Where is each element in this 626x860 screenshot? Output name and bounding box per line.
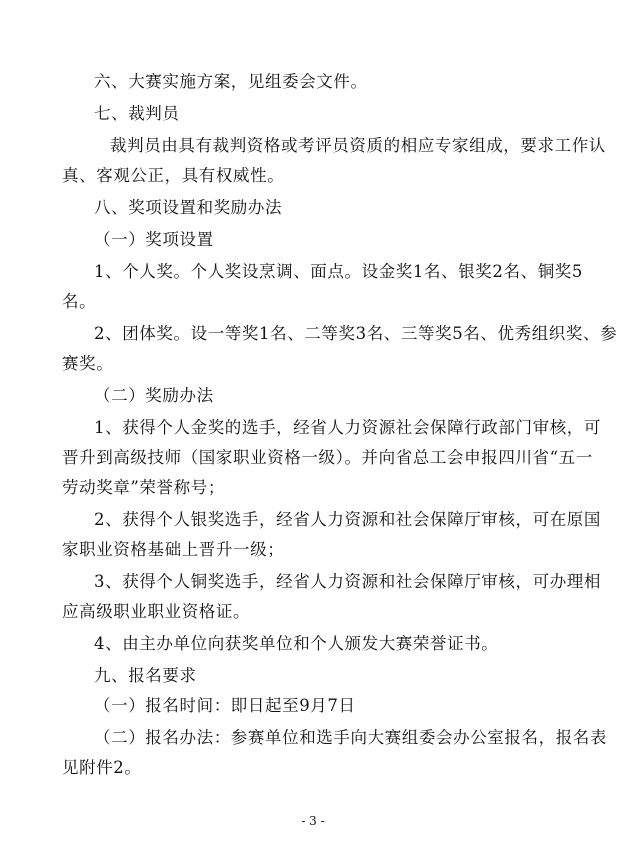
section-nine-heading: 九、报名要求: [94, 666, 197, 685]
referee-paragraph-line-2: 真、客观公正，具有权威性。: [62, 166, 285, 185]
page-number: - 3 -: [301, 814, 325, 828]
reward-method-heading: （二）奖励办法: [94, 386, 214, 405]
team-award-line-2: 赛奖。: [62, 354, 114, 373]
section-six-line: 六、大赛实施方案，见组委会文件。: [94, 72, 368, 91]
certificate-line: 4、由主办单位向获奖单位和个人颁发大赛荣誉证书。: [94, 634, 499, 653]
silver-award-line-1: 2、获得个人银奖选手，经省人力资源和社会保障厅审核，可在原国: [94, 510, 601, 529]
individual-award-line-1: 1、个人奖。个人奖设烹调、面点。设金奖1名、银奖2名、铜奖5: [94, 262, 583, 281]
bronze-award-line-1: 3、获得个人铜奖选手，经省人力资源和社会保障厅审核，可办理相: [94, 572, 601, 591]
gold-award-line-3: 劳动奖章”荣誉称号；: [62, 478, 225, 497]
registration-method-line-1: （二）报名办法：参赛单位和选手向大赛组委会办公室报名，报名表: [94, 728, 607, 747]
registration-method-line-2: 见附件2。: [62, 758, 142, 777]
team-award-line-1: 2、团体奖。设一等奖1名、二等奖3名、三等奖5名、优秀组织奖、参: [94, 324, 618, 343]
section-seven-heading: 七、裁判员: [94, 104, 180, 123]
silver-award-line-2: 家职业资格基础上晋升一级；: [62, 540, 285, 559]
referee-paragraph-line-1: 裁判员由具有裁判资格或考评员资质的相应专家组成，要求工作认: [110, 136, 606, 155]
section-eight-heading: 八、奖项设置和奖励办法: [94, 198, 283, 217]
registration-time-line: （一）报名时间：即日起至9月7日: [94, 696, 356, 715]
awards-setting-heading: （一）奖项设置: [94, 230, 214, 249]
bronze-award-line-2: 应高级职业职业资格证。: [62, 602, 251, 621]
gold-award-line-2: 晋升到高级技师（国家职业资格一级）。并向省总工会申报四川省“五一: [62, 448, 593, 467]
gold-award-line-1: 1、获得个人金奖的选手，经省人力资源社会保障行政部门审核，可: [94, 418, 601, 437]
individual-award-line-2: 名。: [62, 292, 97, 311]
